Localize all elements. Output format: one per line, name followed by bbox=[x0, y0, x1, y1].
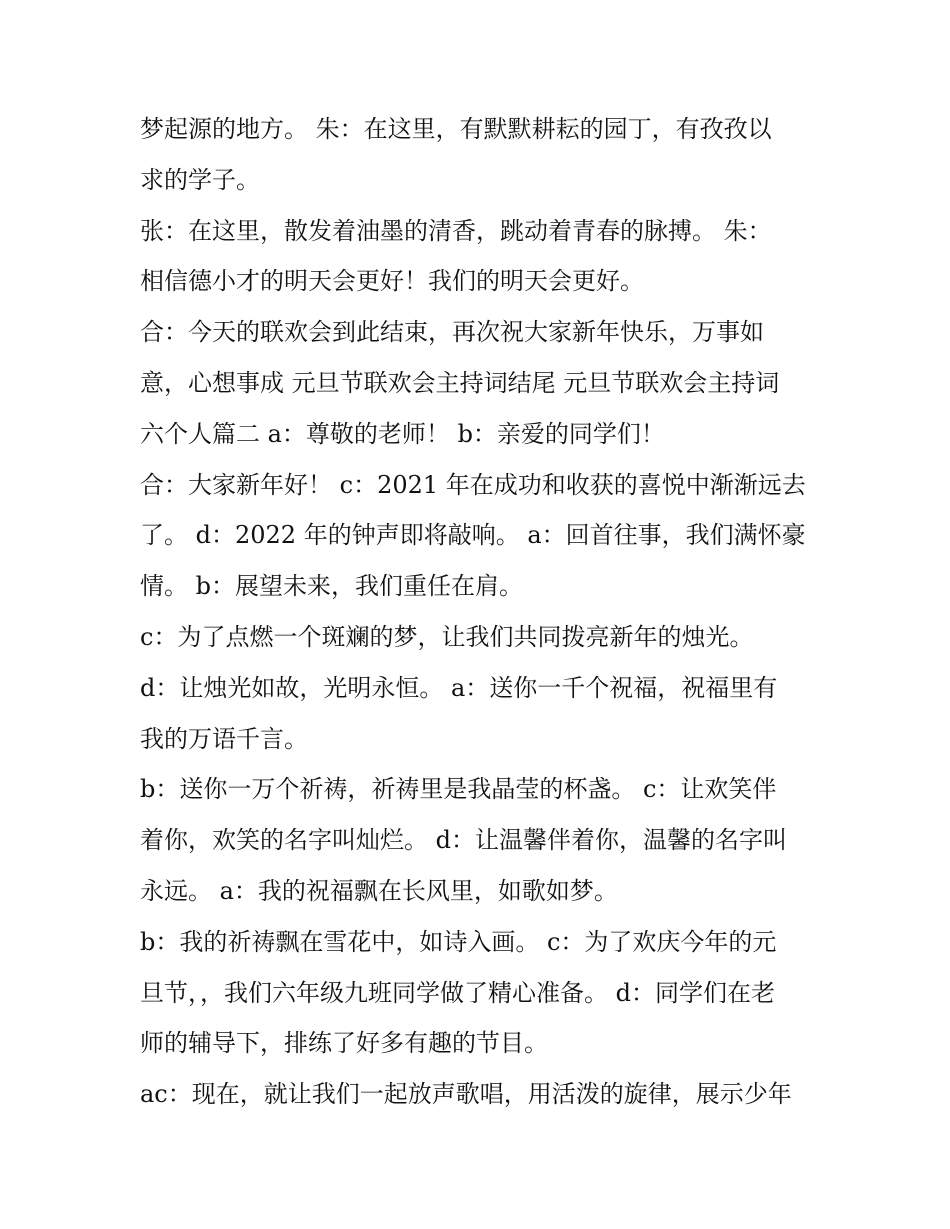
text-line: 求的学子。 bbox=[140, 165, 260, 194]
text-line: 合：大家新年好！ c：2021 年在成功和收获的喜悦中渐渐远去 bbox=[140, 470, 806, 499]
text-line: 梦起源的地方。 朱：在这里，有默默耕耘的园丁，有孜孜以 bbox=[140, 115, 772, 143]
text-line: 永远。 a：我的祝福飘在长风里，如歌如梦。 bbox=[140, 876, 618, 905]
document-body bbox=[140, 104, 830, 1120]
text-line: 着你，欢笑的名字叫灿烂。 d：让温馨伴着你，温馨的名字叫 bbox=[140, 826, 787, 855]
text-line: 合：今天的联欢会到此结束，再次祝大家新年快乐，万事如 bbox=[140, 318, 764, 347]
text-line: 张：在这里，散发着油墨的清香，跳动着青春的脉搏。 朱： bbox=[140, 216, 772, 245]
text-line: 相信德小才的明天会更好！我们的明天会更好。 bbox=[140, 267, 644, 296]
text-line: b：我的祈祷飘在雪花中，如诗入画。 c：为了欢庆今年的元 bbox=[140, 927, 777, 956]
text-line: 六个人篇二 a：尊敬的老师！ b：亲爱的同学们！ bbox=[140, 419, 665, 448]
text-line: 我的万语千言。 bbox=[140, 724, 308, 753]
text-line: 情。 b：展望未来，我们重任在肩。 bbox=[140, 572, 523, 601]
text-line: 意，心想事成 元旦节联欢会主持词结尾 元旦节联欢会主持词 bbox=[140, 368, 780, 397]
text-line: b：送你一万个祈祷，祈祷里是我晶莹的杯盏。 c：让欢笑伴 bbox=[140, 775, 777, 804]
text-line: 了。 d：2022 年的钟声即将敲响。 a：回首往事，我们满怀豪 bbox=[140, 521, 806, 550]
text-line: c：为了点燃一个斑斓的梦，让我们共同拨亮新年的烛光。 bbox=[140, 622, 754, 651]
text-line: 旦节，，我们六年级九班同学做了精心准备。 d：同学们在老 bbox=[140, 978, 775, 1007]
text-line: 师的辅导下，排练了好多有趣的节目。 bbox=[140, 1029, 548, 1058]
text-line: d：让烛光如故，光明永恒。 a：送你一千个祝福，祝福里有 bbox=[140, 673, 778, 702]
text-line: ac：现在，就让我们一起放声歌唱，用活泼的旋律，展示少年 bbox=[140, 1080, 792, 1109]
